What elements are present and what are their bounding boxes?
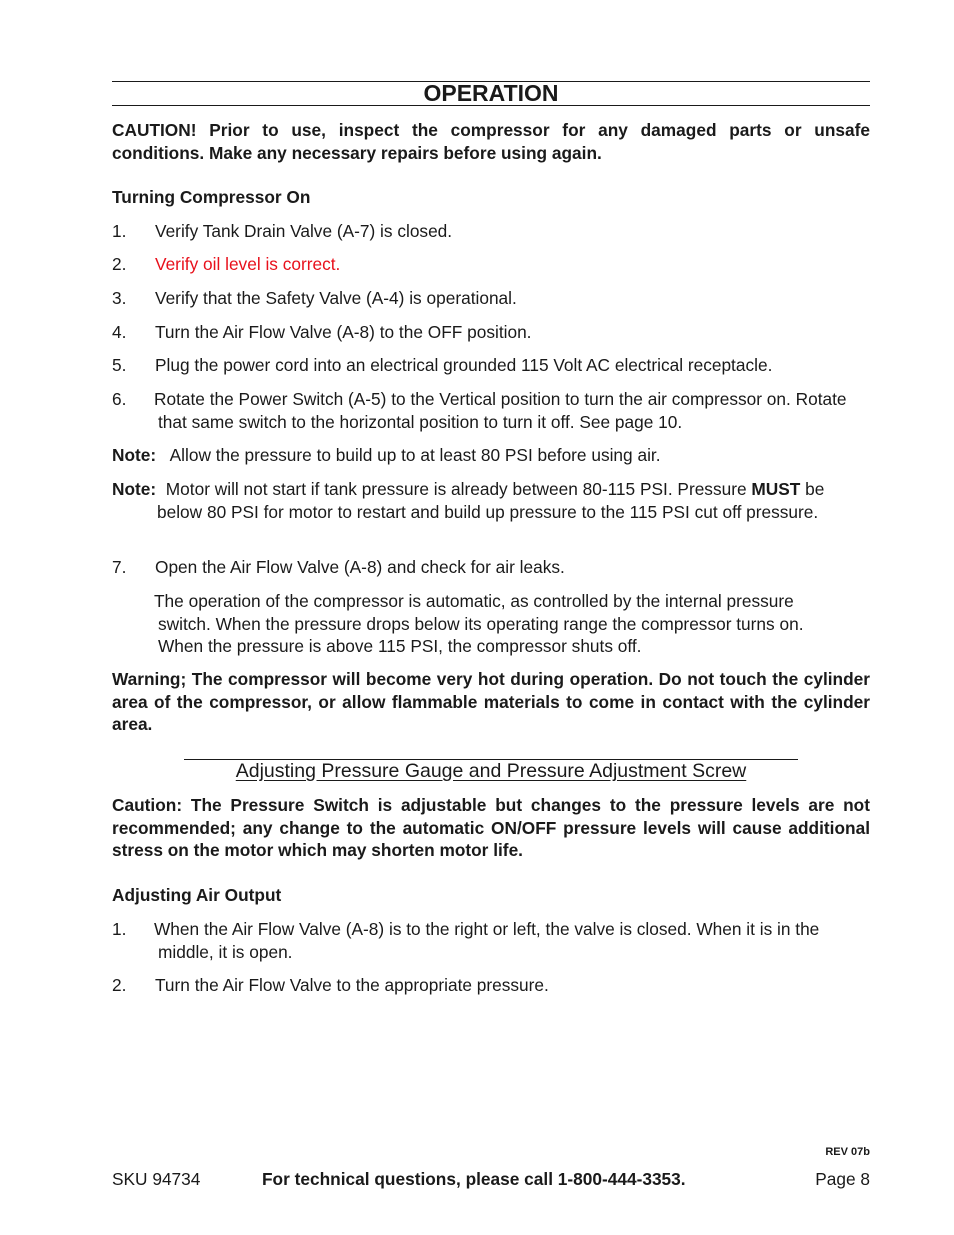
note-emphasis: MUST [751,479,801,499]
title-rule-bottom [112,105,870,106]
list-item [112,321,870,344]
list-item [112,220,870,243]
list-item [112,388,870,433]
note-label: Note: [112,445,157,465]
step-text: Verify that the Safety Valve (A-4) is operational. [155,288,517,308]
step-text: Plug the power cord into an electrical grounded 115 Volt AC electrical receptacle. [155,355,773,375]
sku-number: SKU 94734 [112,1169,201,1189]
note-text-a: Motor will not start if tank pressure is already between 80-115 PSI. Pressure [165,479,747,499]
list-item [112,556,870,579]
step-number: 4. [112,322,127,342]
section-heading-adjusting-pressure: Adjusting Pressure Gauge and Pressure Adjustment Screw [235,760,747,782]
step-text-highlighted: Verify oil level is correct. [155,254,341,274]
caution-top: CAUTION! Prior to use, inspect the compressor for any damaged parts or unsafe conditions. Make any necessary repairs before using again. [112,120,870,163]
step-text: When the Air Flow Valve (A-8) is to the right or left, the valve is closed. When it is in the middle, it is open. [154,919,820,962]
section-heading-turning-on: Turning Compressor On [112,187,311,207]
step-text: Turn the Air Flow Valve (A-8) to the OFF position. [155,322,532,342]
list-item [112,253,870,276]
section-heading-air-output: Adjusting Air Output [112,885,282,905]
step-text: Verify Tank Drain Valve (A-7) is closed. [155,221,453,241]
step-number: 5. [112,355,127,375]
step-number: 2. [112,254,127,274]
step-number: 1. [112,221,127,241]
step-text: Rotate the Power Switch (A-5) to the Vertical position to turn the air compressor on. Rotate that same switch to the horizontal position to turn it off. See page 10. [154,389,847,432]
tech-support-line: For technical questions, please call 1-800-444-3353. [262,1169,686,1189]
note-motor-start [112,478,870,523]
list-item [112,918,870,963]
automatic-operation-text: The operation of the compressor is automatic, as controlled by the internal pressure switch. When the pressure drops below its operating range the compressor turns on. When the pressure is above 115 PSI, the compressor shuts off. [154,591,804,656]
list-item [112,354,870,377]
note-label: Note: [112,479,157,499]
warning-text: Warning; The compressor will become very hot during operation. Do not touch the cylinder area of the compressor, or allow flammable materials to come in contact with the cylinder area. [112,669,870,734]
page-title: OPERATION [423,80,559,106]
step-text: Turn the Air Flow Valve to the appropriate pressure. [155,975,549,995]
caution-pressure-switch: Caution: The Pressure Switch is adjustable but changes to the pressure levels are not recommended; any change to the automatic ON/OFF pressure levels will cause additional stress on the motor which may shorten motor life. [112,795,870,860]
note-pressure-build [112,444,870,467]
step-number: 1. [112,919,127,939]
note-text: Allow the pressure to build up to at least 80 PSI before using air. [169,445,661,465]
step-number: 3. [112,288,127,308]
list-item [112,974,870,997]
step-number: 6. [112,389,127,409]
page-number: Page 8 [815,1169,870,1189]
list-item [112,287,870,310]
step-number: 2. [112,975,127,995]
manual-page [112,0,870,1235]
step-text: Open the Air Flow Valve (A-8) and check for air leaks. [155,557,565,577]
step-number: 7. [112,557,127,577]
note-text-b: be below 80 PSI for motor to restart and build up pressure to the 115 PSI cut off pressure. [157,479,825,522]
revision-label: REV 07b [825,1146,870,1158]
